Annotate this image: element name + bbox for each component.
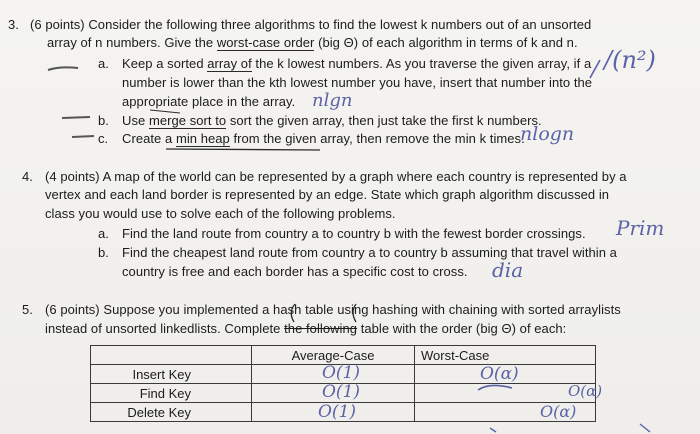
row-label-find: Find Key (91, 384, 252, 403)
q3a-line-2: number is lower than the kth lowest number you have, insert that number into the (122, 75, 593, 90)
table-header-row (91, 346, 596, 365)
q4b-line-1: Find the cheapest land route from country a to country b assuming that travel within a (122, 245, 617, 260)
handwritten-answer-4a: Prim (616, 216, 665, 240)
q5-line-1: (6 points) Suppose you implemented a hash table using hashing with chaining with sorted arraylists (45, 302, 621, 317)
q3a-letter: a. (98, 56, 109, 71)
q3-line-1: (6 points) Consider the following three algorithms to find the lowest k numbers out of an unsorted (30, 17, 592, 32)
q3a-line-3: appropriate place in the array. (122, 94, 296, 109)
tick-mark-2 (640, 424, 650, 432)
handwritten-n-squared: /(n²) (604, 46, 656, 74)
q4-line-1: (4 points) A map of the world can be represented by a graph where each country is represented by a (45, 169, 627, 184)
q5-line-2: instead of unsorted linkedlists. Complete the following table with the order (big Θ) of each: (45, 321, 567, 336)
handwritten-answer-4b: dia (492, 258, 524, 282)
q5-number: 5. (22, 302, 33, 317)
min-heap-underline (166, 149, 320, 150)
tick-mark (490, 428, 496, 432)
handwritten-delete-worst: O(α) (540, 402, 577, 421)
handwritten-delete-average: O(1) (318, 402, 357, 422)
handwritten-answer-c: nlogn (520, 123, 575, 145)
worst-case-underlined: worst-case order (216, 35, 315, 50)
q3b-line: Use merge sort to sort the given array, then just take the first k numbers. (122, 113, 542, 128)
margin-dash-c (72, 136, 94, 137)
margin-dash-b (62, 117, 90, 118)
handwritten-answer-a: nlgn (312, 90, 353, 111)
q3a-line-1: Keep a sorted array of the k lowest numbers. As you traverse the given array, if a (122, 56, 592, 71)
row-label-insert: Insert Key (91, 365, 252, 384)
q3c-line: Create a min heap from the given array, then remove the min k times. (122, 131, 525, 146)
q4b-letter: b. (98, 245, 109, 260)
q3b-letter: b. (98, 113, 109, 128)
q4a-letter: a. (98, 226, 109, 241)
handwritten-find-average: O(1) (322, 382, 361, 402)
handwritten-insert-average: O(1) (322, 363, 361, 383)
q4b-line-2: country is free and each border has a specific cost to cross. (122, 264, 468, 279)
margin-dash-a (48, 67, 78, 70)
handwritten-find-worst: O(α) (568, 382, 603, 400)
column-header-worst: Worst-Case (415, 346, 596, 365)
q4-line-3: class you would use to solve each of the following problems. (45, 206, 396, 221)
q3-number: 3. (8, 17, 19, 32)
q3-line-2: array of n numbers. Give the worst-case order (big Θ) of each algorithm in terms of k and n. (47, 35, 578, 50)
q4-number: 4. (22, 169, 33, 184)
q4a-line: Find the land route from country a to country b with the fewest border crossings. (122, 226, 586, 241)
row-label-delete: Delete Key (91, 403, 252, 422)
column-header-average: Average-Case (252, 346, 415, 365)
table-corner-cell (91, 346, 252, 365)
q3c-letter: c. (98, 131, 109, 146)
q4-line-2: vertex and each land border is represented by an edge. State which graph algorithm discussed in (45, 187, 610, 202)
handwritten-insert-worst: O(α) (480, 364, 519, 384)
